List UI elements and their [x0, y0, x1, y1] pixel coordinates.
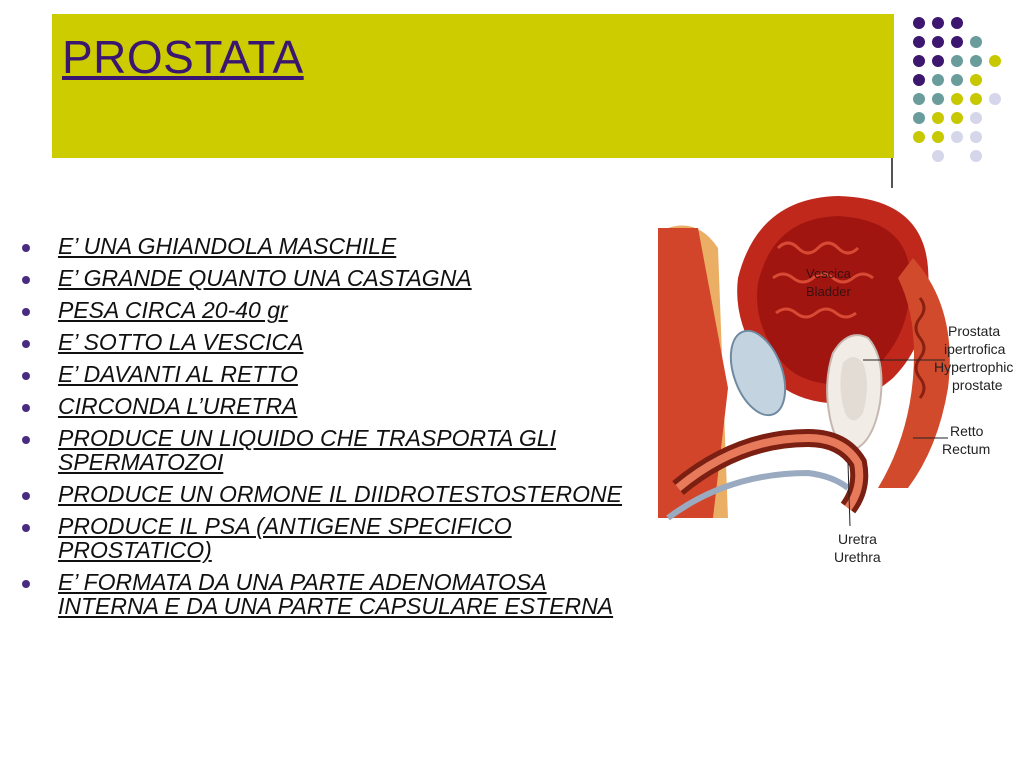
label-prostata: Prostata	[948, 323, 1001, 339]
bullet-text[interactable]: PRODUCE IL PSA (ANTIGENE SPECIFICO PROSTATICO)	[58, 513, 512, 563]
dot	[951, 17, 963, 29]
bullet-item	[20, 298, 650, 322]
dot	[951, 112, 963, 124]
bullet-dot-icon	[22, 308, 30, 316]
title-divider	[891, 158, 893, 188]
slide-title: PROSTATA	[62, 31, 304, 83]
dot	[970, 55, 982, 67]
dot	[913, 112, 925, 124]
bullet-item	[20, 362, 650, 386]
bullet-text[interactable]: E’ UNA GHIANDOLA MASCHILE	[58, 233, 397, 259]
dot	[913, 74, 925, 86]
bullet-item	[20, 330, 650, 354]
prostate-anatomy-figure	[658, 188, 1024, 588]
bullet-dot-icon	[22, 244, 30, 252]
dot	[913, 93, 925, 105]
bullet-item	[20, 426, 650, 474]
bullet-text[interactable]: E’ SOTTO LA VESCICA	[58, 329, 304, 355]
label-vescica: Vescica	[806, 266, 851, 281]
dot	[951, 74, 963, 86]
bullet-item	[20, 394, 650, 418]
dot	[970, 74, 982, 86]
dot	[932, 17, 944, 29]
bullet-item	[20, 570, 650, 618]
label-ipertrofica: ipertrofica	[944, 341, 1006, 357]
dot	[970, 131, 982, 143]
label-prostate: prostate	[952, 377, 1003, 393]
bullet-dot-icon	[22, 524, 30, 532]
dot	[970, 150, 982, 162]
dot	[989, 93, 1001, 105]
dot	[951, 55, 963, 67]
prostate-lobe	[840, 357, 867, 421]
bullet-dot-icon	[22, 580, 30, 588]
dot	[970, 36, 982, 48]
dot	[951, 93, 963, 105]
dot	[970, 112, 982, 124]
bullet-dot-icon	[22, 404, 30, 412]
bullet-item	[20, 482, 650, 506]
dot	[913, 36, 925, 48]
bullet-dot-icon	[22, 436, 30, 444]
dot	[913, 17, 925, 29]
dot	[932, 150, 944, 162]
bullet-item	[20, 234, 650, 258]
bullet-text[interactable]: CIRCONDA L’URETRA	[58, 393, 298, 419]
dot	[913, 55, 925, 67]
dot	[913, 131, 925, 143]
bullet-item	[20, 266, 650, 290]
label-bladder: Bladder	[806, 284, 851, 299]
dot	[932, 131, 944, 143]
dot	[932, 55, 944, 67]
bullet-text[interactable]: E’ DAVANTI AL RETTO	[58, 361, 298, 387]
dot	[932, 74, 944, 86]
bullet-list	[20, 234, 650, 626]
dot	[970, 93, 982, 105]
dot	[989, 55, 1001, 67]
dot	[932, 93, 944, 105]
bullet-dot-icon	[22, 340, 30, 348]
bullet-dot-icon	[22, 492, 30, 500]
bullet-text[interactable]: PESA CIRCA 20-40 gr	[58, 297, 288, 323]
bullet-dot-icon	[22, 276, 30, 284]
label-hypertrophic: Hypertrophic	[934, 359, 1014, 375]
dot	[932, 36, 944, 48]
label-rectum: Rectum	[942, 441, 991, 457]
label-uretra: Uretra	[838, 531, 877, 547]
bullet-item	[20, 514, 650, 562]
bullet-text[interactable]: E’ GRANDE QUANTO UNA CASTAGNA	[58, 265, 472, 291]
bullet-text[interactable]: E’ FORMATA DA UNA PARTE ADENOMATOSA INTERNA E DA UNA PARTE CAPSULARE ESTERNA	[58, 569, 614, 619]
label-urethra: Urethra	[834, 549, 881, 565]
bullet-dot-icon	[22, 372, 30, 380]
bullet-text[interactable]: PRODUCE UN LIQUIDO CHE TRASPORTA GLI SPERMATOZOI	[58, 425, 556, 475]
dot	[932, 112, 944, 124]
bullet-text[interactable]: PRODUCE UN ORMONE IL DIIDROTESTOSTERONE	[58, 481, 622, 507]
dot	[951, 131, 963, 143]
label-retto: Retto	[950, 423, 984, 439]
dot	[951, 36, 963, 48]
